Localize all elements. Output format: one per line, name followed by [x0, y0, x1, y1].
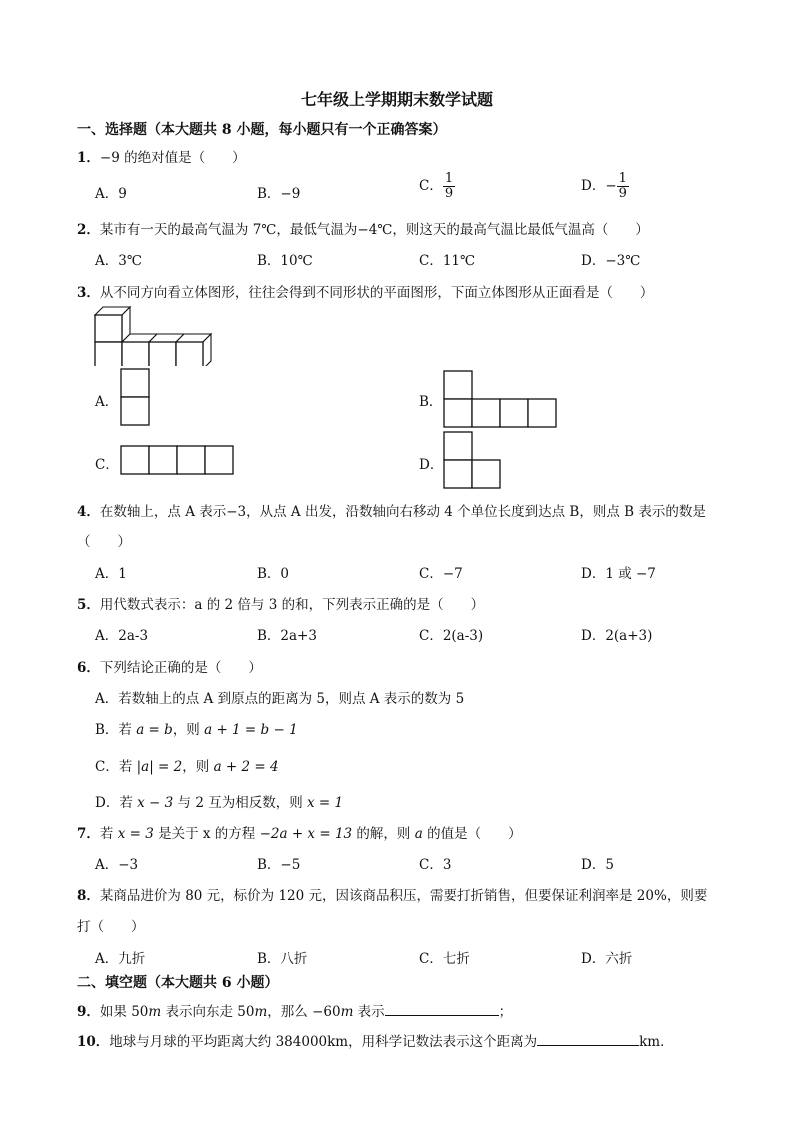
square-cell: [528, 399, 556, 427]
option-label: D．−: [581, 178, 617, 194]
option-a: A．2a-3: [95, 628, 149, 644]
option-c: C．3: [419, 857, 452, 873]
option-label: C．若: [95, 759, 137, 775]
option-a: A．九折: [95, 951, 146, 967]
question-text: ，那么 −60: [267, 1004, 341, 1020]
question-text: 表示向东走 50: [161, 1004, 255, 1020]
option-d: D．: [419, 457, 444, 473]
question-number: 4．: [77, 504, 100, 520]
question-2: [77, 218, 649, 238]
option-d: [95, 791, 343, 811]
question-text: 下列结论正确的是（ ）: [99, 660, 262, 676]
square-cell: [444, 432, 472, 460]
option-a: A．9: [95, 186, 127, 202]
math-expression: a = b: [136, 722, 173, 738]
square-cell: [444, 399, 472, 427]
question-text: 表示: [353, 1004, 385, 1020]
section-heading-choice: 一、选择题（本大题共 8 小题，每小题只有一个正确答案）: [77, 122, 447, 138]
question-text: 地球与月球的平均距离大约 384000km，用科学记数法表示这个距离为: [109, 1034, 538, 1050]
question-text: 从不同方向看立体图形，往往会得到不同形状的平面图形，下面立体图形从正面看是（ ）: [99, 285, 654, 301]
question-7: [77, 822, 522, 842]
option-text: ，则: [182, 759, 214, 775]
cube-front-face: [95, 342, 122, 366]
option-b-figure: [443, 370, 559, 430]
square-cell: [177, 446, 205, 474]
option-c: C．11℃: [419, 253, 476, 269]
square-cell: [500, 399, 528, 427]
square-cell: [472, 460, 500, 488]
question-number: 2．: [77, 222, 100, 238]
math-expression: a + 1 = b − 1: [204, 722, 298, 738]
option-b: B．10℃: [257, 253, 313, 269]
math-expression: |a| = 2: [136, 759, 183, 775]
square-cell: [444, 371, 472, 399]
option-b: B．−5: [257, 857, 301, 873]
option-b: B．2a+3: [257, 628, 317, 644]
question-4-continued: （ ）: [77, 534, 131, 550]
square-cell: [444, 460, 472, 488]
square-cell: [472, 399, 500, 427]
question-text: 如果 50: [99, 1004, 149, 1020]
option-c: C．−7: [419, 566, 463, 582]
section-heading-fill-in: 二、填空题（本大题共 6 小题）: [77, 975, 279, 991]
option-c: [95, 755, 279, 775]
question-text: 是关于 x 的方程: [153, 826, 260, 842]
option-b: B．: [419, 394, 443, 410]
cube-front-face: [176, 342, 203, 366]
question-text: 用代数式表示：a 的 2 倍与 3 的和，下列表示正确的是（ ）: [99, 597, 485, 613]
question-10: [77, 1030, 674, 1050]
option-text: ，则: [172, 722, 205, 738]
option-label: C．: [419, 178, 443, 194]
cube-front-face: [122, 342, 149, 366]
option-b: B．−9: [257, 186, 301, 202]
option-c: C．七折: [419, 951, 470, 967]
question-8: [77, 884, 707, 904]
math-expression: a: [414, 826, 423, 842]
option-c: C．: [95, 457, 119, 473]
fraction-denominator: 9: [444, 186, 454, 201]
option-a: A．: [95, 394, 119, 410]
question-text: 的值是（ ）: [422, 826, 522, 842]
fraction-numerator: 1: [618, 171, 627, 186]
option-a: A．若数轴上的点 A 到原点的距离为 5，则点 A 表示的数为 5: [95, 691, 465, 707]
question-number: 6．: [77, 660, 100, 676]
cube-front-face: [95, 315, 122, 342]
option-text: 与 2 互为相反数，则: [173, 795, 307, 811]
option-d-figure: [443, 431, 503, 491]
math-expression: −2a + x = 13: [259, 826, 353, 842]
question-number: 1．: [77, 150, 100, 166]
square-cell: [121, 446, 149, 474]
option-b: B．0: [257, 566, 290, 582]
page-title: 七年级上学期期末数学试题: [300, 90, 493, 109]
math-expression: x = 1: [307, 795, 344, 811]
option-d: D．六折: [581, 951, 633, 967]
option-c: C．2(a-3): [419, 628, 484, 644]
option-label: D．若: [95, 795, 138, 811]
option-d: D．5: [581, 857, 614, 873]
question-text: −9 的绝对值是（ ）: [99, 150, 246, 166]
option-c-figure: [120, 445, 238, 477]
question-text: 某市有一天的最高气温为 7℃，最低气温为−4℃，则这天的最高气温比最低气温高（ ）: [99, 222, 649, 238]
question-6: [77, 656, 262, 676]
solid-figure-diagram: [92, 304, 214, 366]
question-number: 8．: [77, 888, 100, 904]
question-number: 7．: [77, 826, 100, 842]
question-number: 9．: [77, 1004, 100, 1020]
question-9: [77, 1000, 512, 1020]
option-a: A．3℃: [95, 253, 142, 269]
question-text: km．: [639, 1034, 674, 1050]
square-cell: [121, 369, 149, 397]
question-text: 在数轴上，点 A 表示−3，从点 A 出发，沿数轴向右移动 4 个单位长度到达点 B，则点 B 表示的数是: [99, 504, 706, 520]
option-b: [95, 718, 298, 738]
question-number: 3．: [77, 285, 100, 301]
option-d: D．−3℃: [581, 253, 641, 269]
option-d: D．1 或 −7: [581, 566, 656, 582]
option-a: A．−3: [95, 857, 139, 873]
question-text: 的解，则: [352, 826, 415, 842]
question-3: [77, 281, 653, 301]
square-cell: [149, 446, 177, 474]
question-number: 10．: [77, 1034, 110, 1050]
answer-blank[interactable]: [537, 1033, 639, 1046]
question-4: [77, 500, 706, 520]
unit: m: [254, 1004, 268, 1020]
option-label: B．若: [95, 722, 137, 738]
cube-front-face: [149, 342, 176, 366]
fraction-numerator: 1: [444, 171, 454, 186]
option-d: [581, 172, 629, 201]
square-cell: [205, 446, 233, 474]
option-a-figure: [120, 368, 152, 428]
option-d: D．2(a+3): [581, 628, 653, 644]
option-b: B．八折: [257, 951, 308, 967]
question-5: [77, 593, 484, 613]
answer-blank[interactable]: [385, 1003, 499, 1016]
math-expression: x = 3: [117, 826, 154, 842]
question-text: 某商品进价为 80 元，标价为 120 元，因该商品积压，需要打折销售，但要保证利润率是 20%，则要: [99, 888, 708, 904]
question-8-continued: 打（ ）: [77, 919, 145, 935]
question-text: ；: [498, 1004, 513, 1020]
math-expression: x − 3: [137, 795, 174, 811]
question-1: [77, 146, 246, 166]
unit: m: [340, 1004, 354, 1020]
square-cell: [121, 397, 149, 425]
fraction-denominator: 9: [618, 186, 627, 201]
fraction: [617, 172, 629, 201]
option-c: [419, 172, 455, 201]
question-text: 若: [99, 826, 118, 842]
question-number: 5．: [77, 597, 100, 613]
math-expression: a + 2 = 4: [213, 759, 279, 775]
fraction: [443, 172, 455, 201]
unit: m: [148, 1004, 162, 1020]
option-a: A．1: [95, 566, 127, 582]
